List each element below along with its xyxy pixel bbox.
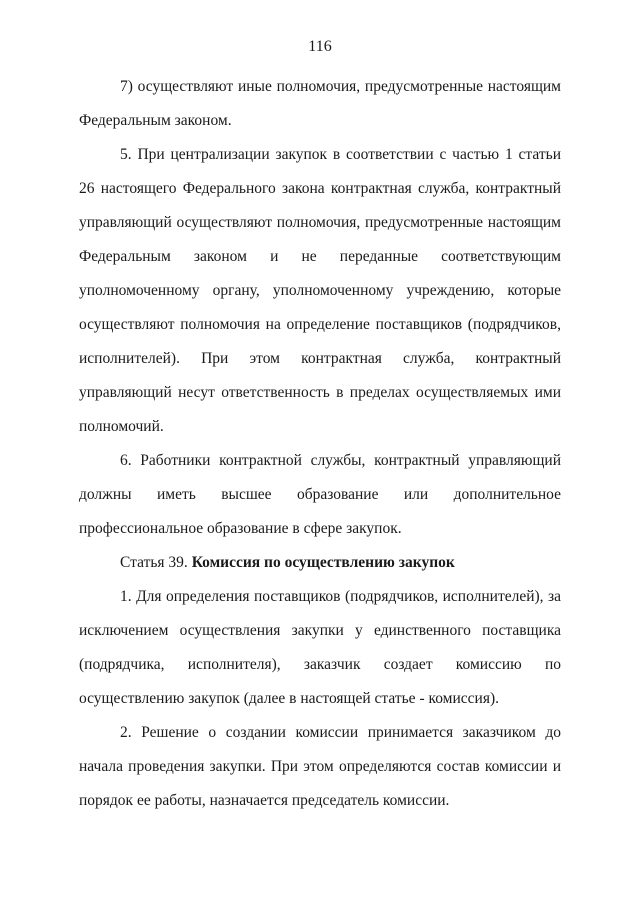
- paragraph-6: 6. Работники контрактной службы, контрактный управляющий должны иметь высшее образование или дополнительное профессиональное образование в сфере закупок.: [79, 452, 561, 537]
- article-number: Статья 39.: [120, 554, 192, 571]
- article-title: Комиссия по осуществлению закупок: [191, 554, 455, 571]
- paragraph-5: 5. При централизации закупок в соответствии с частью 1 статьи 26 настоящего Федерального закона контрактная служба, контрактный управляющий осуществляют полномочия, предусмотренные настоящим Федеральным законом и не переданные соответствующим уполномоченному органу, уполномоченному учреждению, которые осуществляют полномочия на определение поставщиков (подрядчиков, исполнителей). При этом контрактная служба, контрактный управляющий несут ответственность в пределах осуществляемых ими полномочий.: [79, 146, 561, 435]
- article-paragraph-1: 1. Для определения поставщиков (подрядчиков, исполнителей), за исключением осуществления закупки у единственного поставщика (подрядчика, исполнителя), заказчик создает комиссию по осуществлению закупок (далее в настоящей статье - комиссия).: [79, 588, 561, 707]
- page-number: 116: [308, 38, 332, 55]
- document-body: [79, 70, 561, 818]
- paragraph-item-7: 7) осуществляют иные полномочия, предусмотренные настоящим Федеральным законом.: [79, 78, 561, 129]
- article-heading: [79, 546, 561, 580]
- article-paragraph-2: 2. Решение о создании комиссии принимается заказчиком до начала проведения закупки. При этом определяются состав комиссии и порядок ее работы, назначается председатель комиссии.: [79, 724, 561, 809]
